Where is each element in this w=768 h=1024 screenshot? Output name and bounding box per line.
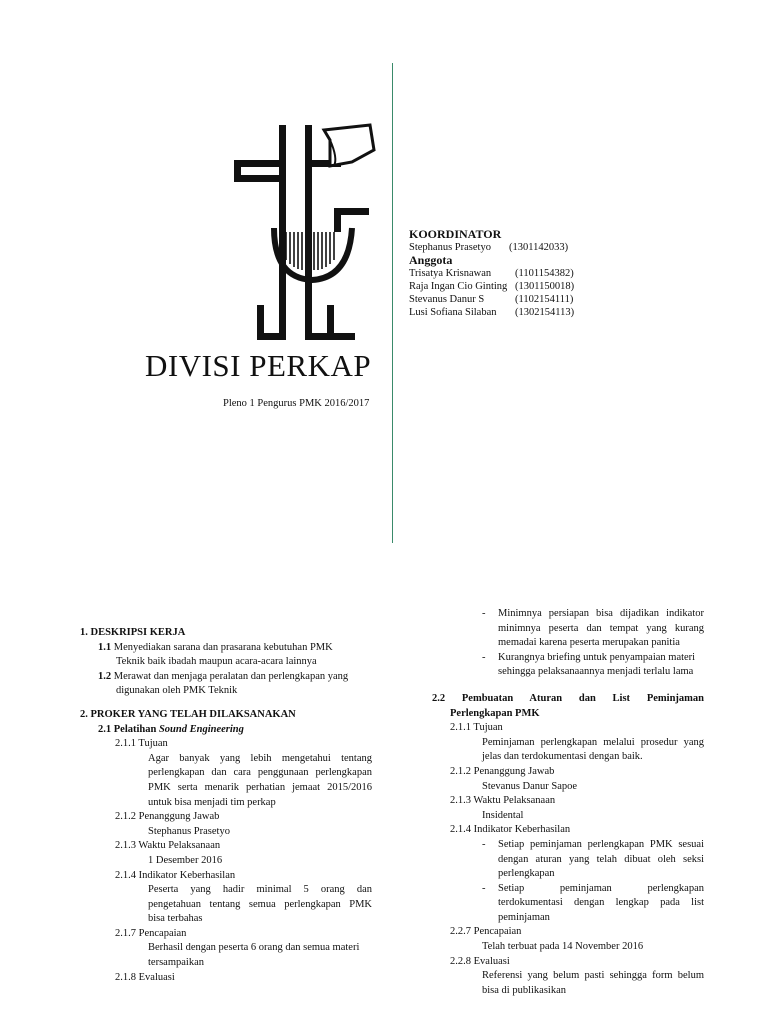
item-body: Stevanus Danur Sapoe [482, 780, 578, 792]
member-row [409, 306, 574, 319]
bullet-text: terdokumentasi dengan lengkap pada list [498, 897, 704, 909]
member-row [409, 280, 574, 293]
item-body: untuk bisa menjadi tim perkap [148, 796, 276, 808]
item-number: 1.2 [98, 670, 112, 682]
item-body: pengetahuan tentang semua perlengkapan PMK [148, 898, 372, 910]
subsection-italic: Sound Engineering [158, 723, 244, 735]
member-id: (1101154382) [515, 268, 574, 279]
item-text: Merawat dan menjaga peralatan dan perlengkapan yang [113, 670, 349, 682]
bullet-text: dengan aturan yang telah dibuat oleh seksi [498, 853, 704, 865]
item-body: Stephanus Prasetyo [148, 825, 230, 837]
bullet-dash: - [482, 608, 486, 619]
item-body: Agar banyak yang lebih mengetahui tentang [148, 752, 372, 764]
member-id: (1302154113) [515, 307, 575, 318]
item-1-2-cont: digunakan oleh PMK Teknik [116, 685, 238, 697]
item-label: 2.2.8 Evaluasi [450, 955, 510, 967]
bullet-text: Minimnya persiapan bisa dijadikan indikator [498, 608, 704, 619]
item-label: 2.2.7 Pencapaian [450, 926, 522, 938]
item-text: Menyediakan sarana dan prasarana kebutuhan PMK [113, 641, 333, 653]
bullet-text: sehingga pelaksanaannya menjadi terlalu lama [498, 666, 694, 678]
item-label: 2.1.3 Waktu Pelaksanaan [450, 795, 556, 807]
member-id: (1102154111) [515, 294, 574, 305]
item-label: 2.1.7 Pencapaian [115, 927, 187, 939]
bullet-text: minimnya peserta dan tempat yang kurang [498, 622, 704, 634]
item-body: Berhasil dengan peserta 6 orang dan semua materi [148, 942, 360, 954]
subsection-2-2-title: 2.2 Pembuatan Aturan dan List Peminjaman [432, 692, 704, 704]
bullet-dash: - [482, 882, 486, 894]
member-name: Raja Ingan Cio Ginting [409, 281, 508, 292]
subsection-prefix: 2.1 Pelatihan [98, 723, 159, 735]
bullet-text: Kurangnya briefing untuk penyampaian materi [498, 651, 696, 663]
item-label: 2.1.4 Indikator Keberhasilan [450, 824, 571, 836]
coordinator-name: Stephanus Prasetyo [409, 242, 491, 253]
coordinator-id: (1301142033) [509, 242, 569, 253]
member-name: Trisatya Krisnawan [409, 268, 492, 279]
team-block [409, 228, 574, 319]
right-column [432, 607, 704, 998]
pmk-logo [234, 120, 382, 342]
item-1-1 [80, 641, 372, 656]
item-label: 2.1.1 Tujuan [115, 738, 168, 750]
section-1-title: 1. DESKRIPSI KERJA [80, 627, 186, 638]
item-body: jelas dan terdokumentasi dengan baik. [482, 751, 643, 763]
item-label: 2.1.4 Indikator Keberhasilan [115, 869, 236, 881]
bullet-text: memadai karena peserta merupakan panitia [498, 637, 680, 649]
section-2-title: 2. PROKER YANG TELAH DILAKSANAKAN [80, 708, 296, 720]
bullet-text: peminjaman [498, 911, 550, 923]
bullet-dash: - [482, 838, 486, 850]
item-label: 2.1.2 Penanggung Jawab [450, 765, 555, 777]
item-body: PMK serta menarik perhatian jemaat 2015/2016 [148, 781, 372, 793]
item-label: 2.1.2 Penanggung Jawab [115, 811, 220, 823]
item-body: bisa di publikasikan [482, 984, 566, 996]
member-row [409, 267, 574, 280]
item-1-1-cont: Teknik baik ibadah maupun acara-acara lainnya [116, 656, 317, 668]
bullet-text: Setiap peminjaman perlengkapan PMK sesuai [498, 838, 704, 850]
member-name: Stevanus Danur S [409, 294, 485, 305]
item-label: 2.1.3 Waktu Pelaksanaan [115, 840, 221, 852]
member-id: (1301150018) [515, 281, 575, 292]
subsection-2-2-title-cont: Perlengkapan PMK [450, 707, 540, 719]
item-body: bisa terbahas [148, 913, 203, 925]
item-label: 2.1.1 Tujuan [450, 722, 503, 734]
left-column [80, 626, 372, 985]
item-number: 1.1 [98, 641, 112, 653]
page-subtitle: Pleno 1 Pengurus PMK 2016/2017 [223, 398, 370, 409]
page-title: DIVISI PERKAP [145, 348, 372, 383]
bullet-dash: - [482, 651, 486, 663]
bullet-text: perlengkapan [498, 868, 555, 880]
member-row [409, 293, 574, 306]
item-body: Insidental [482, 809, 524, 821]
item-label: 2.1.8 Evaluasi [115, 971, 175, 983]
item-body: Peserta yang hadir minimal 5 orang dan [148, 884, 372, 896]
bullet-item [432, 607, 704, 651]
divider-line [392, 63, 393, 543]
bullet-item [432, 651, 704, 680]
item-1-2 [80, 670, 372, 685]
bullet-item [432, 882, 704, 926]
subsection-2-1-title [80, 723, 372, 738]
item-body: Peminjaman perlengkapan melalui prosedur yang [482, 736, 704, 748]
bullet-text: Setiap peminjaman perlengkapan [498, 882, 704, 894]
members-heading: Anggota [409, 253, 453, 267]
bullet-item [432, 838, 704, 882]
item-body: perlengkapan dan cara penggunaan perlengkapan [148, 767, 372, 779]
item-body: Telah terbuat pada 14 November 2016 [482, 941, 644, 953]
item-body: 1 Desember 2016 [148, 854, 223, 866]
item-body: tersampaikan [148, 957, 204, 969]
item-body: Referensi yang belum pasti sehingga form belum [482, 970, 704, 982]
member-name: Lusi Sofiana Silaban [409, 307, 497, 318]
coordinator-heading: KOORDINATOR [409, 227, 502, 241]
